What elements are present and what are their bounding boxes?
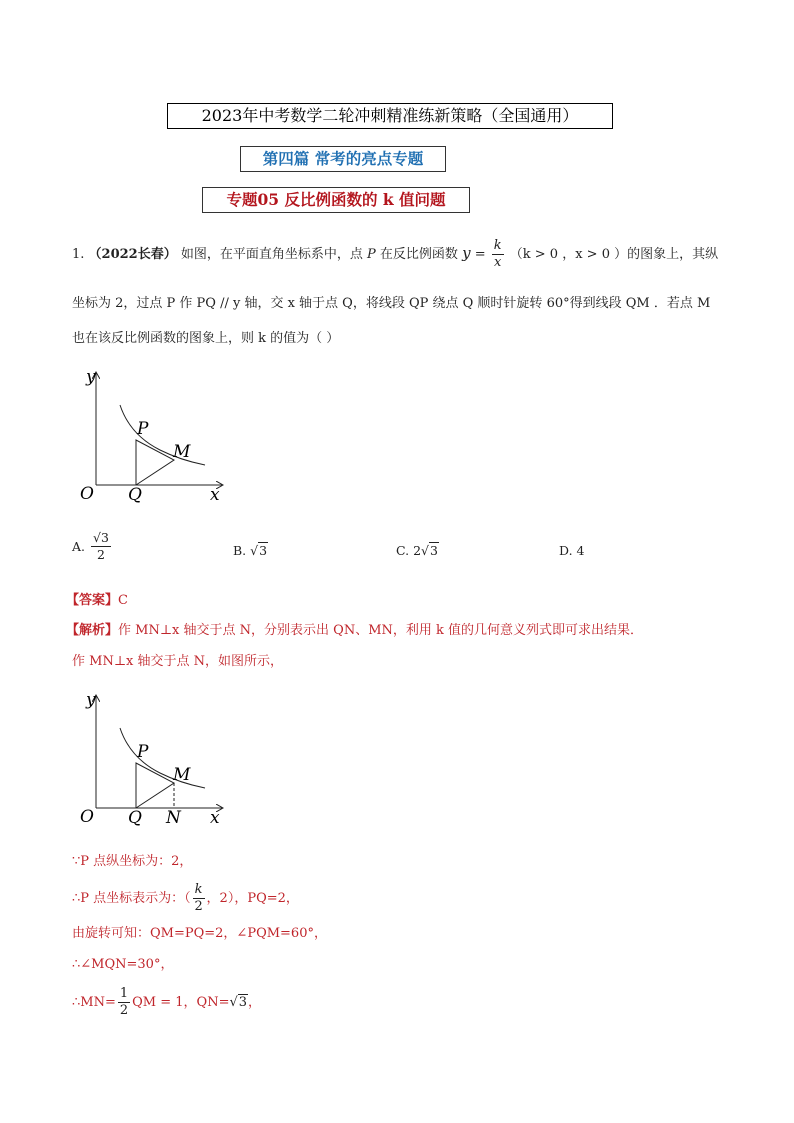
label-x: x (210, 485, 220, 505)
label-p: P (137, 742, 149, 762)
analysis-line-1 (66, 622, 643, 640)
k-over-2-numerator: k (194, 882, 203, 897)
equals: = (470, 247, 490, 262)
question-text-a: 如图，在平面直角坐标系中，点 (180, 247, 363, 262)
sqrt-three: √3 (229, 995, 248, 1010)
solution-step-5 (72, 986, 261, 1022)
label-p: P (137, 419, 149, 439)
solution-step-3: 由旋转可知：QM=PQ=2，∠PQM=60°， (72, 926, 327, 941)
question-text-b: 在反比例函数 (379, 247, 458, 262)
y-var: y (462, 244, 471, 262)
solution-step-2 (72, 882, 299, 918)
k-over-x-fraction (492, 238, 504, 271)
label-y: y (86, 690, 96, 710)
answer-line (66, 592, 128, 610)
option-a-numerator: √3 (93, 530, 109, 545)
figure-2-graph (70, 688, 230, 828)
label-x: x (210, 808, 220, 828)
question-line-2: 坐标为 2，过点 P 作 PQ // y 轴，交 x 轴于点 Q，将线段 QP 绕点 Q 顺时针旋转 60°得到线段 QM ．若点 M (72, 296, 711, 311)
option-c-sqrt: √3 (421, 543, 438, 558)
option-d-label: D. (559, 543, 573, 558)
one-half-numerator: 1 (119, 986, 129, 1001)
option-c[interactable] (396, 543, 439, 558)
hyperbola-curve (120, 728, 205, 788)
k-over-2-fraction (193, 882, 205, 915)
option-c-radicand: 3 (430, 543, 438, 558)
one-half-fraction (118, 986, 130, 1019)
option-b-label: B. (233, 543, 247, 558)
question-line-1 (72, 238, 718, 271)
document-title: 2023年中考数学二轮冲刺精准练新策略（全国通用） (167, 103, 613, 129)
answer-label: 【答案】 (66, 593, 119, 608)
question-condition: （k > 0 ，x > 0 ）的图象上，其纵 (509, 247, 719, 262)
label-q: Q (128, 808, 142, 828)
option-d-value: 4 (576, 543, 585, 558)
answer-value: C (118, 593, 128, 608)
step-2-text-b: ，2），PQ=2， (206, 891, 299, 906)
option-a-label: A. (72, 539, 86, 554)
label-n: N (166, 808, 181, 828)
option-c-coefficient: 2 (413, 543, 422, 558)
analysis-line-2: 作 MN⊥x 轴交于点 N，如图所示， (72, 654, 284, 669)
label-m: M (173, 442, 191, 462)
sqrt-three-radicand: 3 (238, 995, 248, 1010)
label-m: M (173, 765, 191, 785)
topic-heading: 专题05 反比例函数的 k 值问题 (202, 187, 470, 213)
fraction-numerator: k (493, 238, 502, 253)
fraction-denominator: x (494, 255, 502, 270)
point-p: P (367, 247, 376, 262)
one-half-denominator: 2 (119, 1003, 129, 1018)
part-heading: 第四篇 常考的亮点专题 (240, 146, 446, 172)
label-o: O (80, 484, 94, 504)
label-y: y (86, 367, 96, 387)
option-c-label: C. (396, 543, 410, 558)
solution-step-4: ∴∠MQN=30°， (72, 957, 174, 972)
step-5-text-d: ， (248, 995, 262, 1010)
solution-step-1: ∵P 点纵坐标为：2， (72, 854, 193, 869)
k-over-2-denominator: 2 (194, 899, 203, 914)
option-a-denominator: 2 (96, 547, 105, 562)
figure-1-graph (70, 365, 230, 505)
option-b-radicand: 3 (259, 543, 268, 558)
option-d[interactable] (559, 543, 585, 558)
label-q: Q (128, 485, 142, 505)
analysis-text: 作 MN⊥x 轴交于点 N，分别表示出 QN、MN，利用 k 值的几何意义列式即可求出结果． (118, 623, 644, 638)
option-a-fraction (91, 530, 111, 563)
option-b[interactable] (233, 543, 268, 558)
option-a[interactable] (72, 530, 113, 574)
step-2-text-a: ∴P 点坐标表示为：（ (72, 891, 191, 906)
question-source: （2022长春） (88, 247, 177, 262)
question-number: 1. (72, 247, 85, 262)
question-line-3: 也在该反比例函数的图象上，则 k 的值为（ ） (72, 331, 340, 346)
step-5-text-a: ∴MN= (72, 995, 116, 1010)
analysis-label: 【解析】 (66, 623, 119, 638)
option-b-sqrt: √3 (250, 543, 268, 558)
step-5-text-b: QM = 1，QN= (132, 995, 230, 1010)
hyperbola-curve (120, 405, 205, 465)
label-o: O (80, 807, 94, 827)
